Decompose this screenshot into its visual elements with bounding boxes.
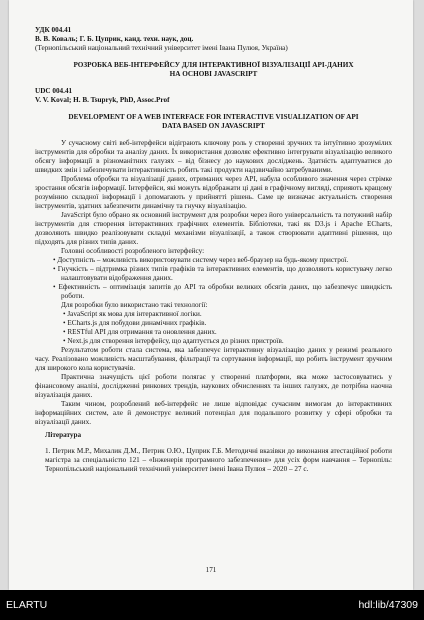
feature-item-flexibility: • Гнучкість – підтримка різних типів графіків та інтерактивних елементів, що дозволяють користувачу легко налаштовувати відображення даних. [35,265,392,283]
tech-item-restful-api: • RESTful API для отримання та оновлення даних. [35,328,392,337]
features-list [35,256,392,301]
paragraph-javascript: JavaScript було обрано як основний інструмент для розробки через його універсальність та потужний набір інструментів для створення інтерактивних графічних елементів. Бібліотеки, такі як D3.js і Apache ECharts, дозволяють швидко реалізовувати складні механізми візуалізації, а також створювати адаптивні рішення, що підходять для різних типів даних. [35,211,392,246]
feature-item-accessibility: • Доступність – можливість використовувати систему через веб-браузер на будь-якому пристрої. [35,256,392,265]
page-content [35,26,392,481]
paragraph-tech-intro: Для розробки було використано такі технології: [61,301,208,309]
document-page [9,0,413,590]
tech-item-javascript: • JavaScript як мова для інтерактивної логіки. [35,310,392,319]
title-en-line-2: DATA BASED ON JAVASCRIPT [162,122,265,130]
title-ua-line-1: РОЗРОБКА ВЕБ-ІНТЕРФЕЙСУ ДЛЯ ІНТЕРАКТИВНОЇ ВІЗУАЛІЗАЦІЇ API-ДАНИХ [73,61,354,69]
paragraph-intro: У сучасному світі веб-інтерфейси відіграють ключову роль у створенні зручних та інтуїтивно зрозумілих інструментів для обробки та аналізу даних. Їх використання дозволяє ефективно інтегрувати візуалізацію великого обсягу інформації в різноманітних галузях – від бізнесу до наукових досліджень. Здатність адаптуватися до швидких змін і забезпечувати інтерактивність робить такі продукти надзвичайно затребуваними. [35,139,392,174]
handle-id: hdl:lib/47309 [358,599,418,611]
repository-name: ELARTU [6,599,48,611]
title-en-line-1: DEVELOPMENT OF A WEB INTERFACE FOR INTERACTIVE VISUALIZATION OF API [68,113,359,121]
page-number: 171 [205,566,217,574]
paragraph-result: Результатом роботи стала система, яка забезпечує інтерактивну візуалізацію даних у режимі реального часу. Реалізовано можливість масштабування, фільтрації та сортування інформації, що робить інструмент зручним для широкого кола користувачів. [35,346,392,372]
udc-en: UDC 004.41 [35,87,73,95]
udc-ua: УДК 004.41 [35,26,72,34]
tech-item-nextjs: • Next.js для створення інтерфейсу, що адаптується до різних пристроїв. [35,337,392,346]
literature-heading: Література [45,431,82,439]
authors-ua: В. В. Коваль; Г. Б. Цуприк, канд. техн. наук, доц. [35,35,194,43]
affiliation-ua: (Тернопільський національний технічний університет імені Івана Пулюя, Україна) [35,44,288,52]
technologies-list [35,310,392,346]
title-ua-line-2: НА ОСНОВІ JAVASCRIPT [169,70,258,78]
authors-en: V. V. Koval; H. B. Tsupryk, PhD, Assoc.Prof [35,96,170,104]
paragraph-problem: Проблема обробки та візуалізації даних, отриманих через API, набула особливого значення через стрімке зростання обсягів інформації. Інтерфейси, які можуть відображати ці дані в графічному вигляді, сприяють кращому розумінню складної інформації і допомагають у прийнятті рішень. Саме це визначає актуальність створення інструментів, здатних забезпечити динамічну та гнучку візуалізацію. [35,175,392,210]
paragraph-significance: Практична значущість цієї роботи полягає у створенні платформи, яка може застосовуватись у фінансовому аналізі, дослідженні ринкових трендів, наукових обчисленнях та інших галузях, де потрібна наочна візуалізація даних. [35,373,392,399]
paragraph-conclusion: Таким чином, розроблений веб-інтерфейс не лише відповідає сучасним вимогам до інтерактивних інформаційних систем, але й демонструє великий потенціал для подальшого розвитку у сфері обробки та візуалізації даних. [35,400,392,426]
feature-item-efficiency: • Ефективність – оптимізація запитів до API та обробки великих обсягів даних, що забезпечує швидкість роботи. [35,283,392,301]
tech-item-echarts: • ECharts.js для побудови динамічних графіків. [35,319,392,328]
reference-item: 1. Петрик М.Р., Михалик Д.М., Петрик О.Ю., Цуприк Г.Б. Методичні вказівки до виконання атестаційної роботи магістра за спеціальністю 121 – «Інженерія програмного забезпечення» для усіх форм навчання – Тернопіль: Тернопільський національний технічний університет імені Івана Пулюя – 2020 – 27 с. [45,447,392,474]
paragraph-features-intro: Головні особливості розробленого інтерфейсу: [61,247,205,255]
repository-footer [0,590,424,620]
